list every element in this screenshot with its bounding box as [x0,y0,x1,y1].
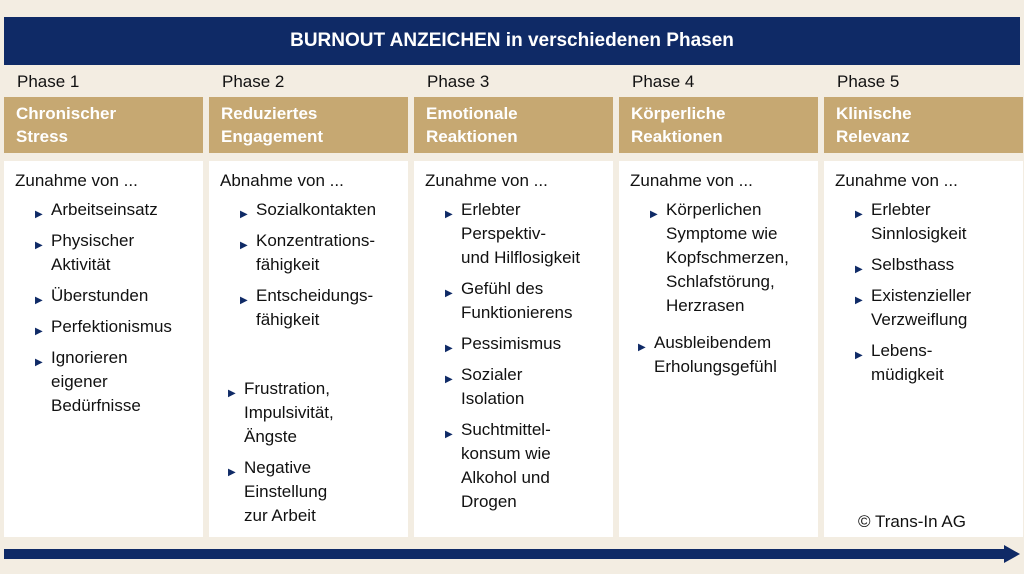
bullet-arrow-icon: ▶ [445,209,453,220]
phase-column-3 [414,66,613,542]
bullet-arrow-icon: ▶ [228,388,236,399]
phase-items [835,198,1017,387]
phase-body [824,161,1023,537]
bullet-arrow-icon: ▶ [35,240,43,251]
bullet-arrow-icon: ▶ [650,209,658,220]
bullet-arrow-icon: ▶ [240,209,248,220]
bullet-arrow-icon: ▶ [445,429,453,440]
list-item-text: Pessimismus [461,334,562,353]
list-item [220,377,402,449]
list-item [642,198,812,318]
bullet-arrow-icon: ▶ [35,326,43,337]
phase-items [15,198,197,418]
phase-extra-items [630,331,812,379]
list-item-text: Entscheidungs- fähigkeit [256,286,374,329]
phase-column-2 [209,66,408,542]
bullet-arrow-icon: ▶ [855,295,863,306]
list-item [27,229,197,277]
list-item-text: Existenzieller Verzweiflung [871,286,972,329]
phase-header: Emotionale Reaktionen [414,97,613,153]
phase-label: Phase 2 [222,72,285,91]
list-item-text: Frustration, Impulsivität, Ängste [244,379,334,446]
list-item-text: Konzentrations- fähigkeit [256,231,376,274]
phase-intro: Zunahme von ... [630,171,753,190]
list-item-text: Arbeitseinsatz [51,200,158,219]
phase-items [220,198,402,332]
list-item-text: Erlebter Perspektiv- und Hilflosigkeit [461,200,581,267]
list-item [437,332,607,356]
diagram-title: BURNOUT ANZEICHEN in verschiedenen Phasen [4,17,1020,65]
phase-body [619,161,818,537]
copyright-notice: © Trans-In AG [858,512,966,531]
bullet-arrow-icon: ▶ [638,342,646,353]
list-item [437,198,607,270]
list-item [232,284,402,332]
phase-header: Reduziertes Engagement [209,97,408,153]
phase-body [414,161,613,537]
phase-intro: Zunahme von ... [425,171,548,190]
spacer [220,339,402,377]
phase-items [630,198,812,318]
list-item-text: Selbsthass [871,255,955,274]
list-item [232,198,402,222]
phase-extra-items [220,377,402,528]
list-item-text: Sozialkontakten [256,200,377,219]
list-item-text: Erlebter Sinnlosigkeit [871,200,967,243]
list-item-text: Negative Einstellung zur Arbeit [244,458,328,525]
list-item [847,284,1017,332]
bullet-arrow-icon: ▶ [855,209,863,220]
list-item-text: Perfektionismus [51,317,172,336]
phases-container [0,66,1024,542]
phase-label: Phase 3 [427,72,490,91]
phase-label: Phase 1 [17,72,80,91]
list-item-text: Sozialer Isolation [461,365,525,408]
bullet-arrow-icon: ▶ [35,357,43,368]
bullet-arrow-icon: ▶ [855,350,863,361]
list-item-text: Überstunden [51,286,149,305]
arrow-head-icon [1004,545,1020,563]
list-item-text: Ignorieren eigener Bedürfnisse [51,348,141,415]
list-item [630,331,812,379]
phase-items [425,198,607,514]
list-item-text: Physischer Aktivität [51,231,135,274]
bullet-arrow-icon: ▶ [35,295,43,306]
phase-header: Klinische Relevanz [824,97,1023,153]
phase-label: Phase 4 [632,72,695,91]
list-item-text: Suchtmittel- konsum wie Alkohol und Drogen [461,420,551,511]
phase-column-4 [619,66,818,542]
list-item [847,339,1017,387]
phase-intro: Zunahme von ... [15,171,138,190]
bullet-arrow-icon: ▶ [445,374,453,385]
progression-arrow [4,549,1004,559]
phase-column-1 [4,66,203,542]
list-item [847,253,1017,277]
bullet-arrow-icon: ▶ [240,295,248,306]
list-item [220,456,402,528]
bullet-arrow-icon: ▶ [240,240,248,251]
bullet-arrow-icon: ▶ [855,264,863,275]
list-item [437,418,607,514]
bullet-arrow-icon: ▶ [445,343,453,354]
list-item [437,277,607,325]
list-item [27,284,197,308]
phase-label: Phase 5 [837,72,900,91]
bullet-arrow-icon: ▶ [228,467,236,478]
list-item [27,315,197,339]
list-item [232,229,402,277]
list-item [27,346,197,418]
list-item-text: Gefühl des Funktionierens [461,279,573,322]
list-item [437,363,607,411]
list-item-text: Körperlichen Symptome wie Kopfschmerzen, Schlafstörung, Herzrasen [666,200,789,315]
list-item-text: Lebens- müdigkeit [871,341,944,384]
bullet-arrow-icon: ▶ [445,288,453,299]
phase-intro: Zunahme von ... [835,171,958,190]
phase-header: Körperliche Reaktionen [619,97,818,153]
phase-header: Chronischer Stress [4,97,203,153]
phase-intro: Abnahme von ... [220,171,344,190]
list-item [27,198,197,222]
phase-body [209,161,408,537]
list-item [847,198,1017,246]
phase-column-5 [824,66,1023,542]
list-item-text: Ausbleibendem Erholungsgefühl [654,333,777,376]
phase-body [4,161,203,537]
bullet-arrow-icon: ▶ [35,209,43,220]
